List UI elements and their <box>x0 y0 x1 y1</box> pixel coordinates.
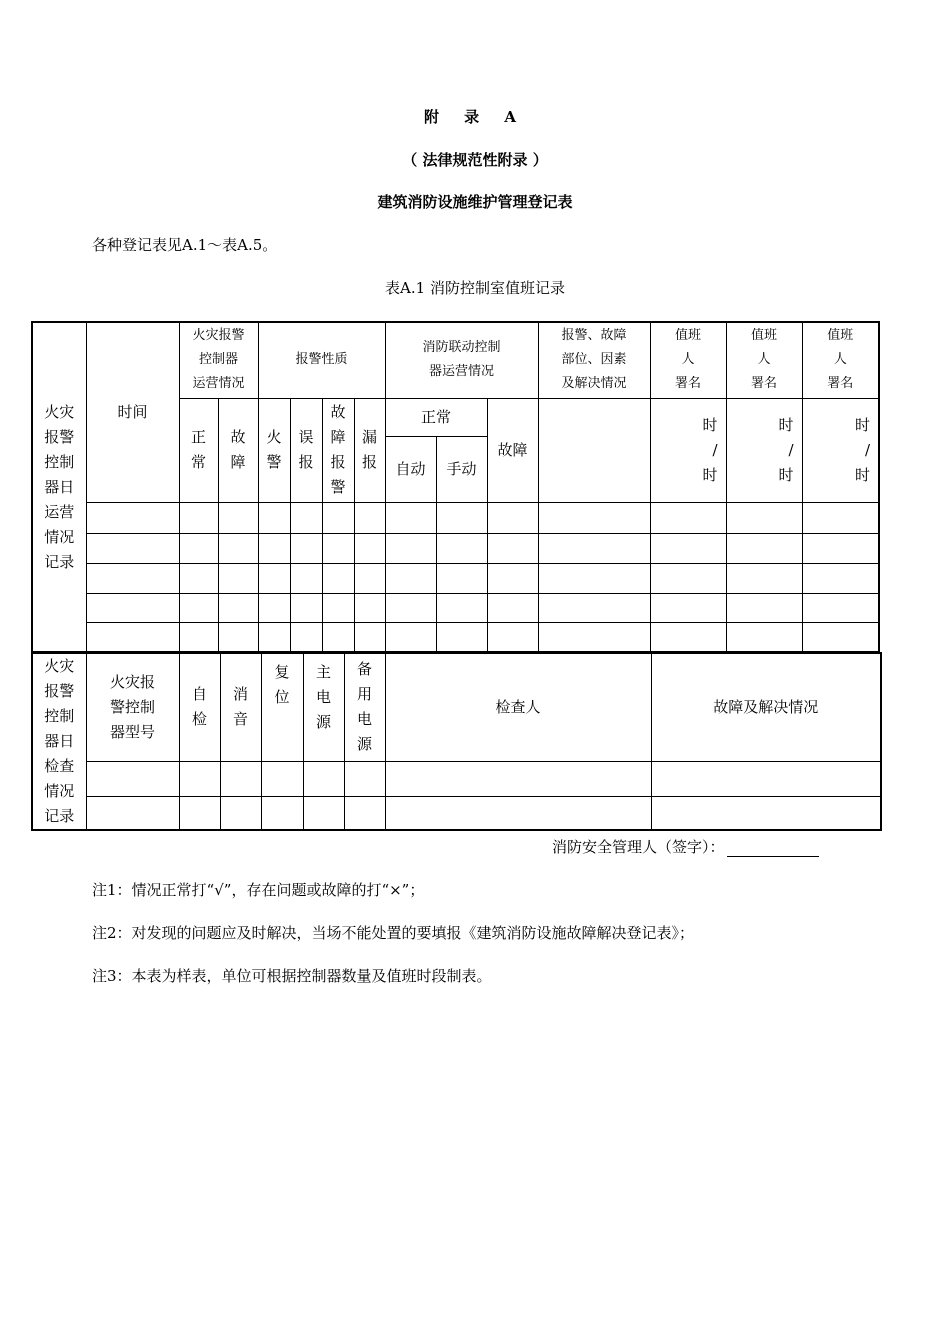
inspection-record-table <box>31 652 882 831</box>
time-header: 时间 <box>86 322 179 502</box>
self-check-header: 自 检 <box>179 653 220 761</box>
time-slot-3: 时 / 时 <box>802 398 879 502</box>
fault-info-header: 报警、故障 部位、因素 及解决情况 <box>538 322 650 398</box>
intro-text: 各种登记表见A.1～表A.5。 <box>92 236 278 254</box>
duty-signature-header-1: 值班 人 署名 <box>650 322 726 398</box>
table-row[interactable] <box>32 593 879 622</box>
inspection-row-group-label: 火灾 报警 控制 器日 检查 情况 记录 <box>32 653 86 830</box>
duty-signature-header-2: 值班 人 署名 <box>726 322 802 398</box>
reset-header: 复 位 <box>261 653 303 761</box>
duty-signature-header-3: 值班 人 署名 <box>802 322 879 398</box>
linkage-normal-header: 正常 <box>385 398 487 436</box>
note-1: 注1：情况正常打“√”，存在问题或故障的打“×”； <box>92 881 425 899</box>
silence-header: 消 音 <box>220 653 261 761</box>
missed-alarm-header: 漏 报 <box>354 398 385 502</box>
fault-info-cell[interactable] <box>538 398 650 502</box>
document-title: 建筑消防设施维护管理登记表 <box>377 193 573 211</box>
controller-model-header: 火灾报 警控制 器型号 <box>86 653 179 761</box>
signature-line <box>552 836 819 857</box>
row-group-label: 火灾 报警 控制 器日 运营 情况 记录 <box>32 322 86 652</box>
time-slot-1: 时 / 时 <box>650 398 726 502</box>
appendix-heading: 附 录 A <box>423 108 527 126</box>
linkage-header: 消防联动控制 器运营情况 <box>385 322 538 398</box>
table-row[interactable] <box>32 796 881 830</box>
fault-header: 故 障 <box>218 398 258 502</box>
time-slot-2: 时 / 时 <box>726 398 802 502</box>
fault-resolution-header: 故障及解决情况 <box>651 653 881 761</box>
signature-field[interactable] <box>727 842 819 857</box>
table-caption: 表A.1 消防控制室值班记录 <box>385 279 565 297</box>
backup-power-header: 备 用 电 源 <box>344 653 385 761</box>
inspector-header: 检查人 <box>385 653 651 761</box>
table-row[interactable] <box>32 533 879 563</box>
duty-record-table <box>31 321 880 653</box>
controller-status-header: 火灾报警 控制器 运营情况 <box>179 322 258 398</box>
normal-header: 正 常 <box>179 398 218 502</box>
fire-alarm-header: 火 警 <box>258 398 290 502</box>
table-row[interactable] <box>32 502 879 533</box>
appendix-subtitle: （ 法律规范性附录 ） <box>402 151 548 169</box>
note-3: 注3：本表为样表，单位可根据控制器数量及值班时段制表。 <box>92 967 492 985</box>
false-alarm-header: 误 报 <box>290 398 322 502</box>
linkage-fault-header: 故障 <box>487 398 538 502</box>
table-row[interactable] <box>32 622 879 652</box>
alarm-nature-header: 报警性质 <box>258 322 385 398</box>
manual-header: 手动 <box>436 436 487 502</box>
auto-header: 自动 <box>385 436 436 502</box>
main-power-header: 主 电 源 <box>303 653 344 761</box>
note-2: 注2：对发现的问题应及时解决，当场不能处置的要填报《建筑消防设施故障解决登记表》； <box>92 924 695 942</box>
signature-label: 消防安全管理人（签字）： <box>552 838 725 856</box>
table-row[interactable] <box>32 563 879 593</box>
table-row[interactable] <box>32 761 881 796</box>
fault-alarm-header: 故 障 报 警 <box>322 398 354 502</box>
